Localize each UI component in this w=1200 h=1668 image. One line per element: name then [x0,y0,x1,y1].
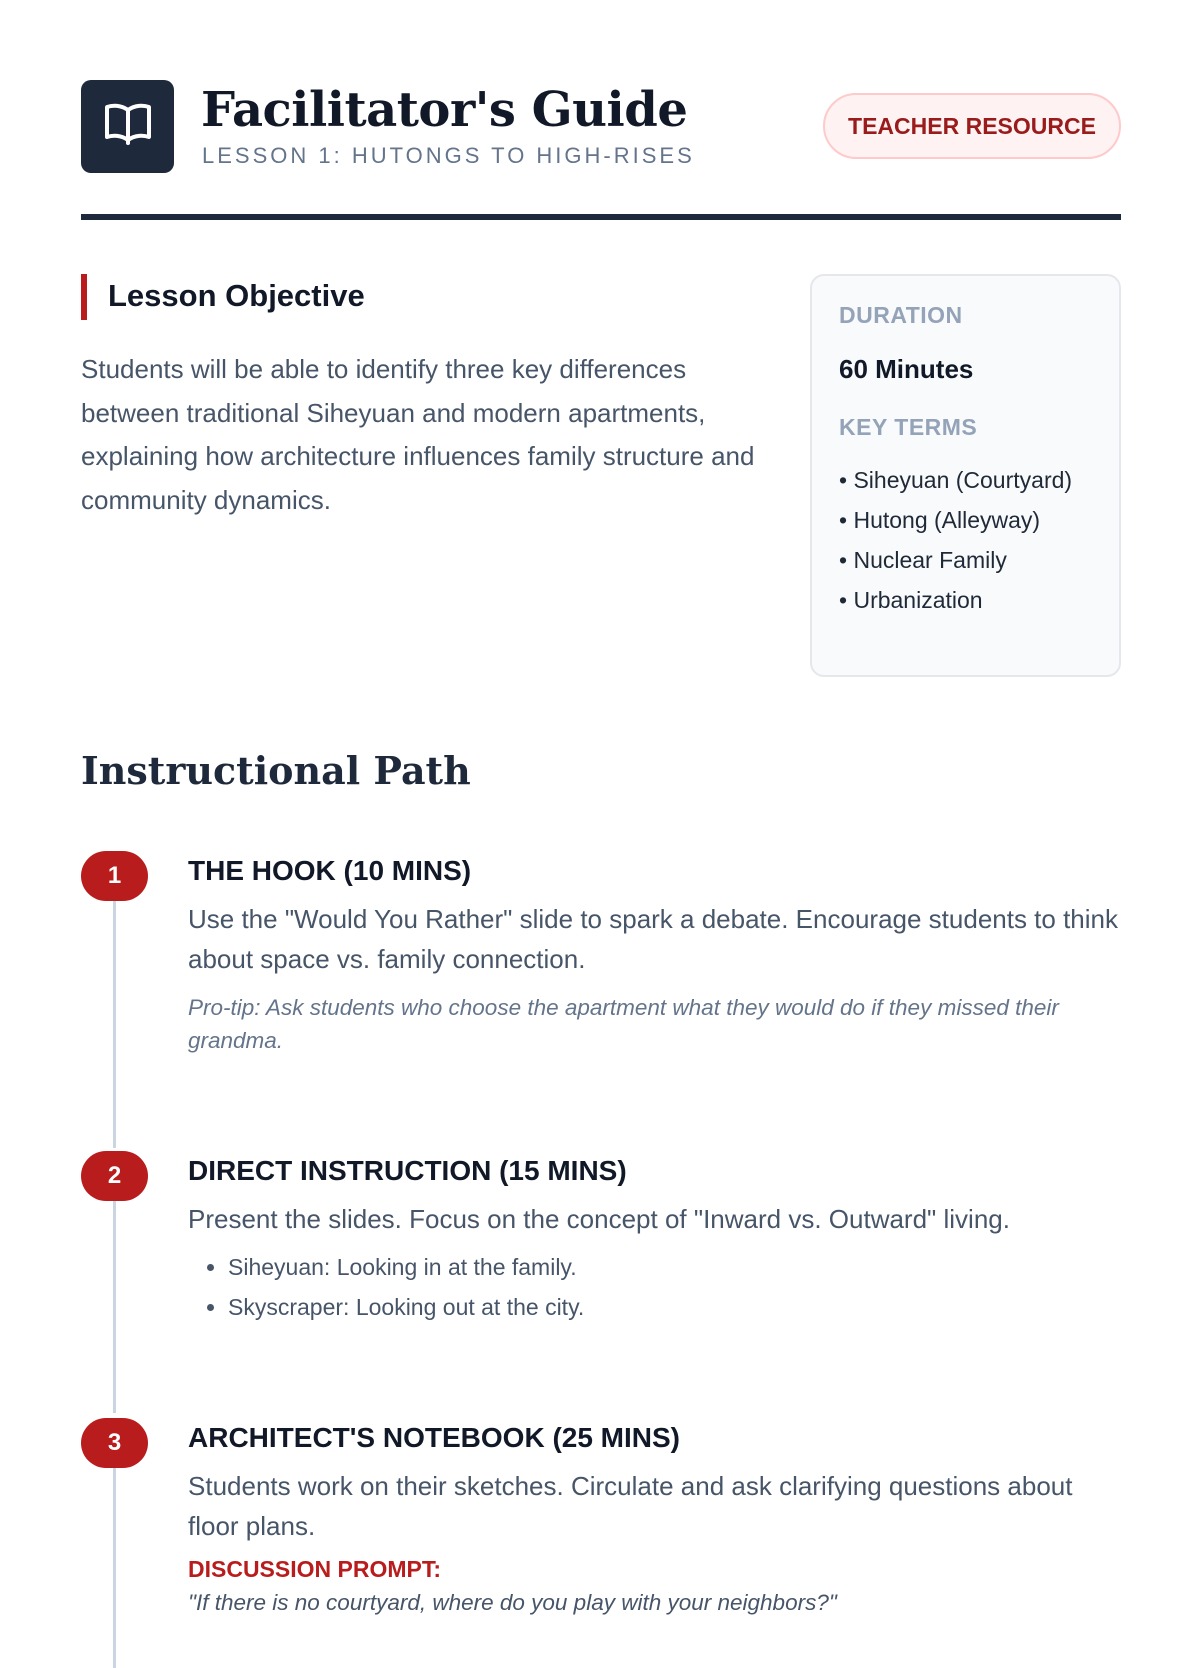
step-bullet-list [188,1247,1158,1327]
key-terms-list [839,464,1099,624]
step-title: ARCHITECT'S NOTEBOOK (25 MINS) [188,1422,681,1453]
discussion-prompt-label: DISCUSSION PROMPT: [188,1556,442,1582]
list-item: • Siheyuan: Looking in at the family. [228,1247,1158,1287]
key-term: • Hutong (Alleyway) [839,504,1099,537]
page-title: Facilitator's Guide [201,82,688,138]
key-term: • Siheyuan (Courtyard) [839,464,1099,497]
step-description: Present the slides. Focus on the concept of "Inward vs. Outward" living. [188,1204,1010,1234]
logo [81,80,174,173]
open-book-icon [103,101,153,152]
facilitator-guide-page [81,0,1121,1615]
step-description: Students work on their sketches. Circulate and ask clarifying questions about floor plans. [188,1471,1073,1541]
step-title: DIRECT INSTRUCTION (15 MINS) [188,1155,627,1186]
objective-accent-bar [81,274,87,320]
step-description: Use the "Would You Rather" slide to spark a debate. Encourage students to think about space vs. family connection. [188,904,1119,974]
key-terms-label: KEY TERMS [839,414,978,440]
step-pro-tip: Pro-tip: Ask students who choose the apartment what they would do if they missed their grandma. [188,995,1059,1053]
step-connector-line [113,1468,116,1668]
lesson-subtitle: LESSON 1: HUTONGS TO HIGH-RISES [202,143,695,168]
duration-value: 60 Minutes [839,354,974,384]
key-term: • Nuclear Family [839,544,1099,577]
header-divider [81,214,1121,220]
step-connector-line [113,1201,116,1413]
step-number-badge: 1 [81,851,148,901]
step-number-badge: 2 [81,1151,148,1201]
instructional-path-heading: Instructional Path [81,748,471,793]
key-term: • Urbanization [839,584,1099,617]
objective-heading: Lesson Objective [108,278,365,313]
step-connector-line [113,901,116,1148]
discussion-prompt-text: "If there is no courtyard, where do you play with your neighbors?" [188,1590,837,1615]
step-number-badge: 3 [81,1418,148,1468]
lesson-info-card [810,274,1121,677]
objective-text: Students will be able to identify three key differences between traditional Siheyuan and modern apartments, explaining how architecture influences family structure and community dynamics. [81,354,755,515]
duration-label: DURATION [839,302,963,328]
step-title: THE HOOK (10 MINS) [188,855,472,886]
teacher-resource-badge: TEACHER RESOURCE [823,93,1121,159]
list-item: • Skyscraper: Looking out at the city. [228,1287,1158,1327]
